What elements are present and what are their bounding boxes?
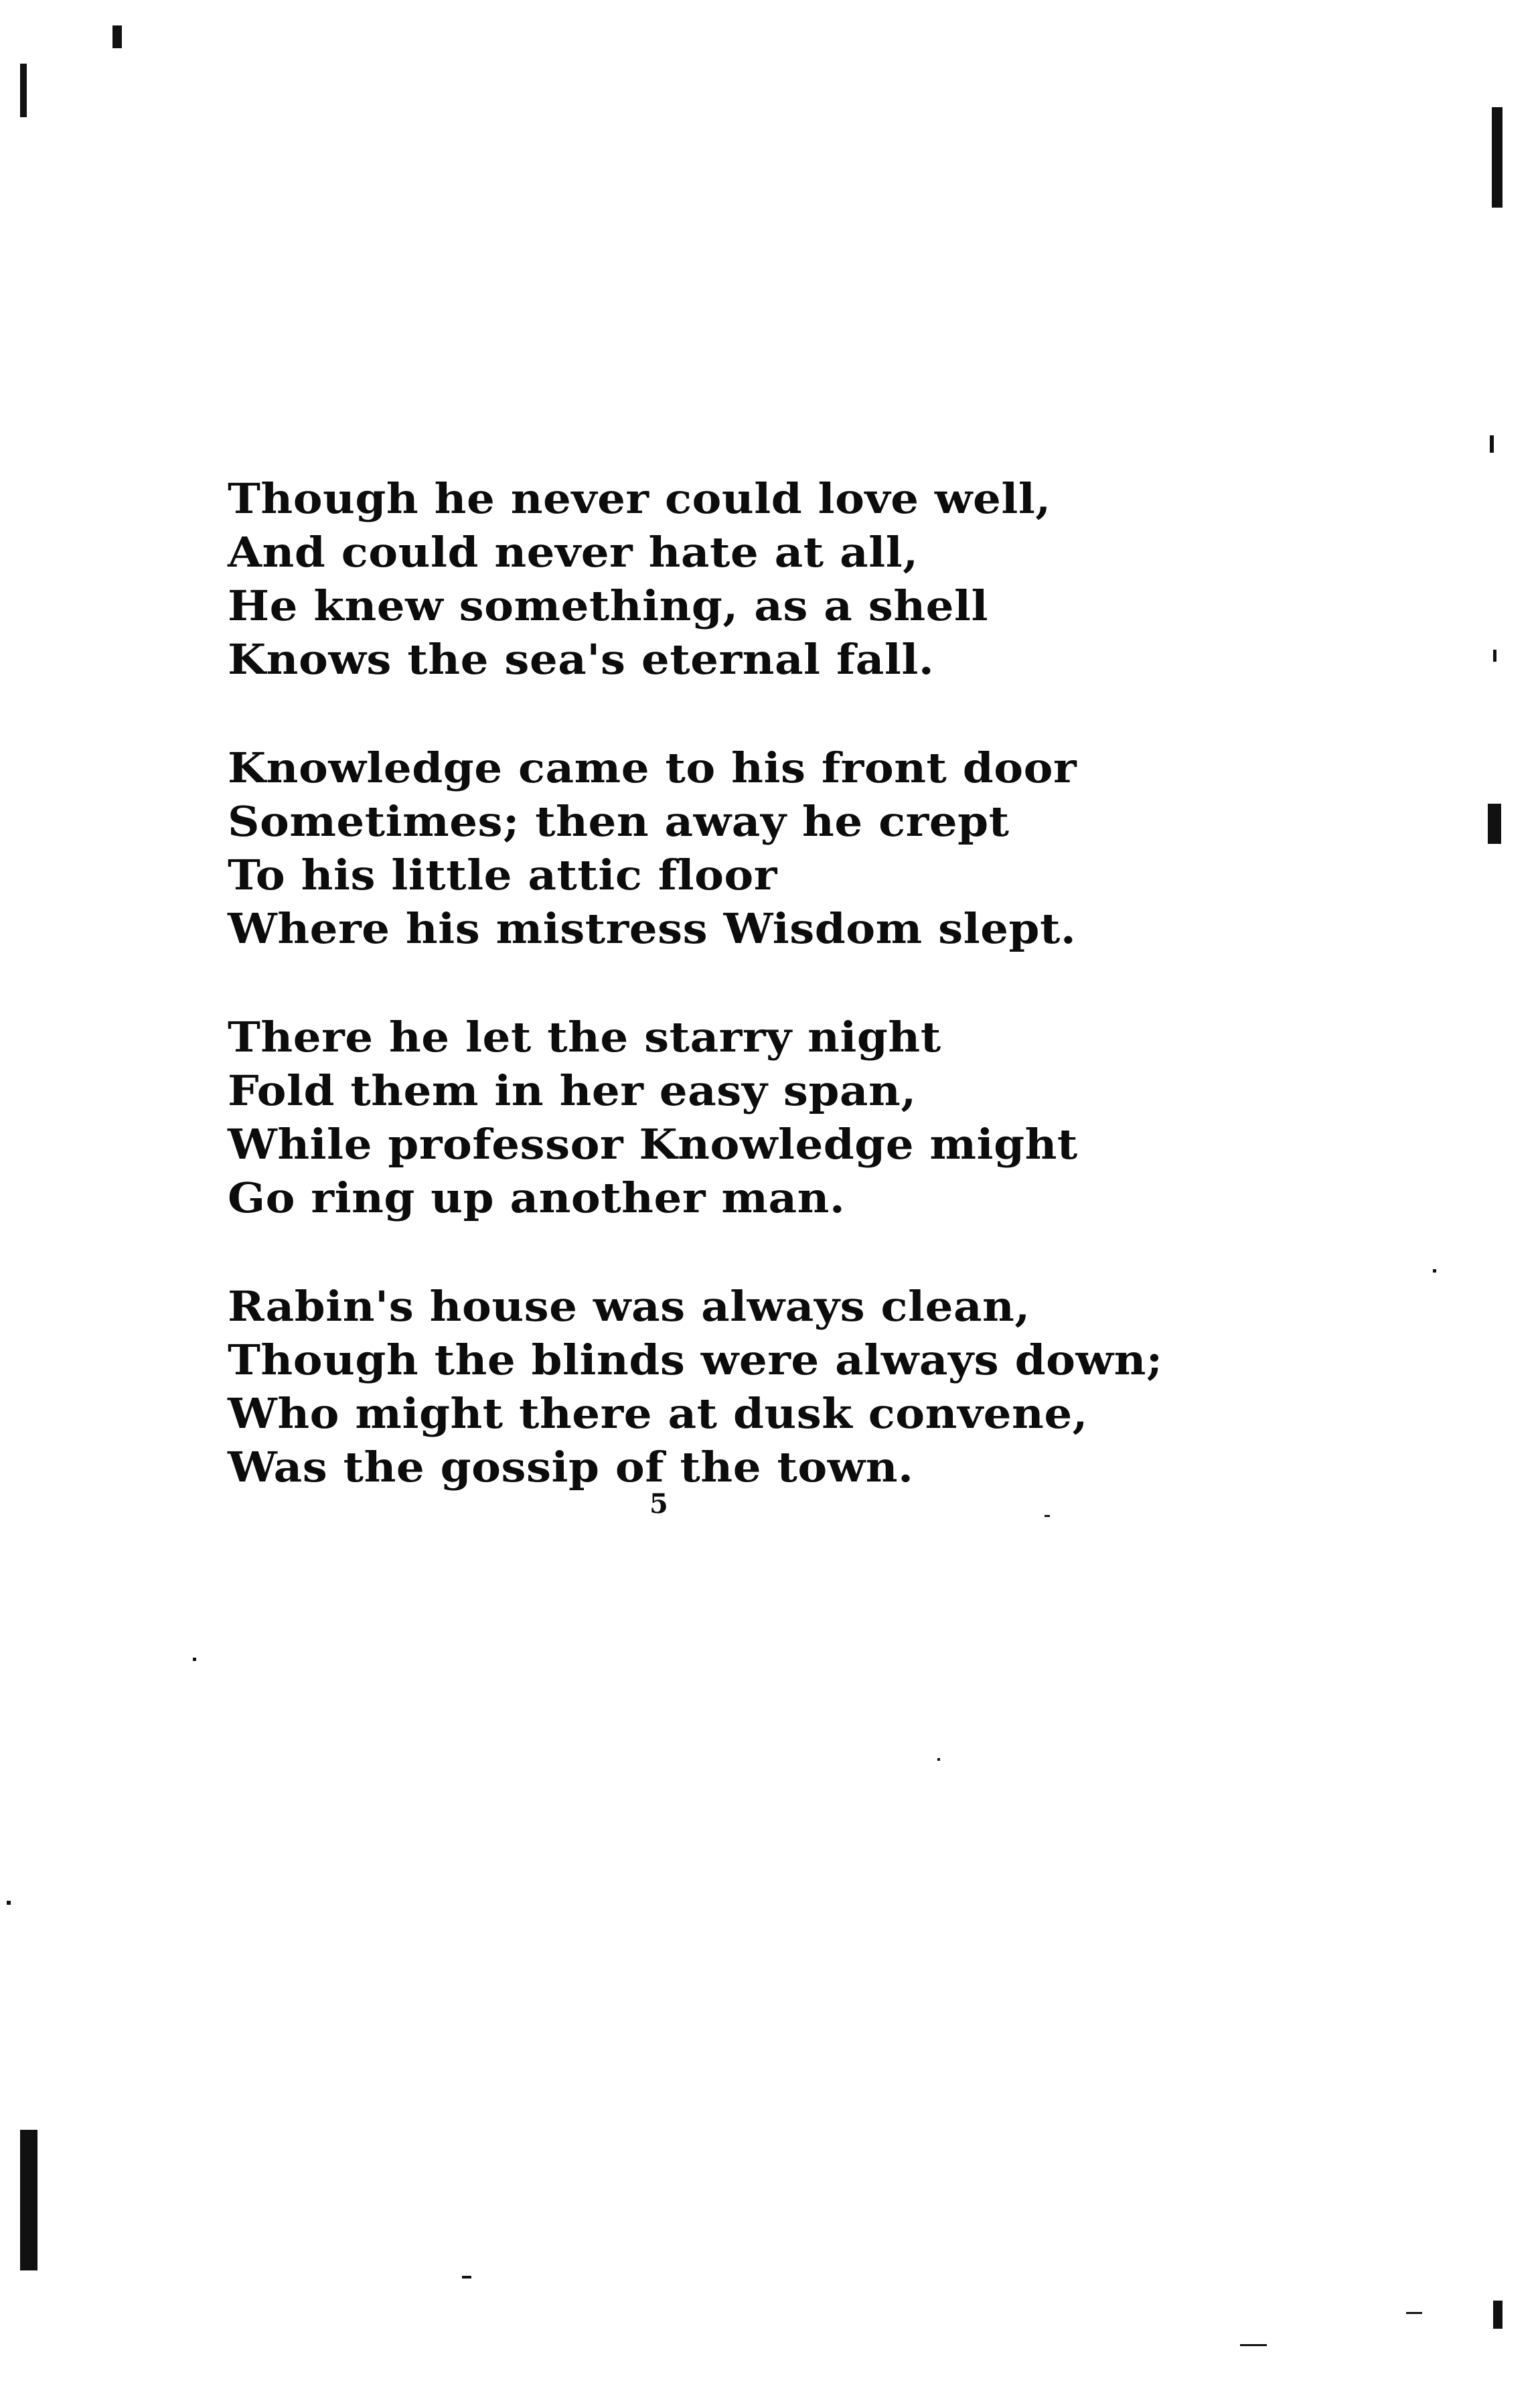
poem — [228, 472, 1163, 1549]
poem-line: Though he never could love well, — [228, 474, 1051, 523]
scan-mark-left-bottom — [20, 2130, 37, 2270]
scan-mark-top-left — [112, 25, 122, 48]
scan-speck — [1240, 2344, 1267, 2346]
poem-line: Though the blinds were always down; — [228, 1335, 1163, 1384]
poem-line: Where his mistress Wisdom slept. — [228, 904, 1077, 953]
scan-speck — [1433, 1269, 1436, 1273]
scan-speck — [937, 1758, 940, 1761]
scan-mark-left-top — [20, 64, 27, 117]
poem-line: Was the gossip of the town. — [228, 1443, 914, 1492]
stanza-2 — [228, 741, 1152, 956]
poem-line: There he let the starry night — [228, 1013, 941, 1062]
scan-mark-right-top — [1492, 107, 1503, 208]
stanza-1 — [228, 472, 1152, 686]
poem-line: And could never hate at all, — [228, 528, 919, 577]
poem-line: Fold them in her easy span, — [228, 1066, 917, 1115]
scan-speck — [193, 1658, 196, 1661]
poem-line: While professor Knowledge might — [228, 1120, 1078, 1169]
stanza-3 — [228, 1011, 1152, 1225]
scan-mark-right-bottom — [1493, 2301, 1503, 2329]
scan-speck — [1406, 2312, 1422, 2314]
stanza-4 — [228, 1280, 1163, 1494]
scan-speck — [1493, 650, 1496, 662]
scan-speck — [462, 2276, 471, 2278]
poem-line: Go ring up another man. — [228, 1173, 846, 1222]
poem-line: Knows the sea's eternal fall. — [228, 635, 935, 684]
poem-line: Rabin's house was always clean, — [228, 1282, 1030, 1331]
poem-line: Who might there at dusk convene, — [228, 1389, 1089, 1438]
poem-line: He knew something, as a shell — [228, 581, 988, 630]
poem-line: Sometimes; then away he crept — [228, 797, 1010, 846]
poem-line: To his little attic floor — [228, 851, 777, 899]
scan-mark-right-mid — [1488, 804, 1501, 844]
scan-speck — [1490, 435, 1494, 453]
poem-line: Knowledge came to his front door — [228, 743, 1077, 792]
page-number: 5 — [649, 1488, 668, 1520]
scan-speck — [7, 1901, 11, 1905]
